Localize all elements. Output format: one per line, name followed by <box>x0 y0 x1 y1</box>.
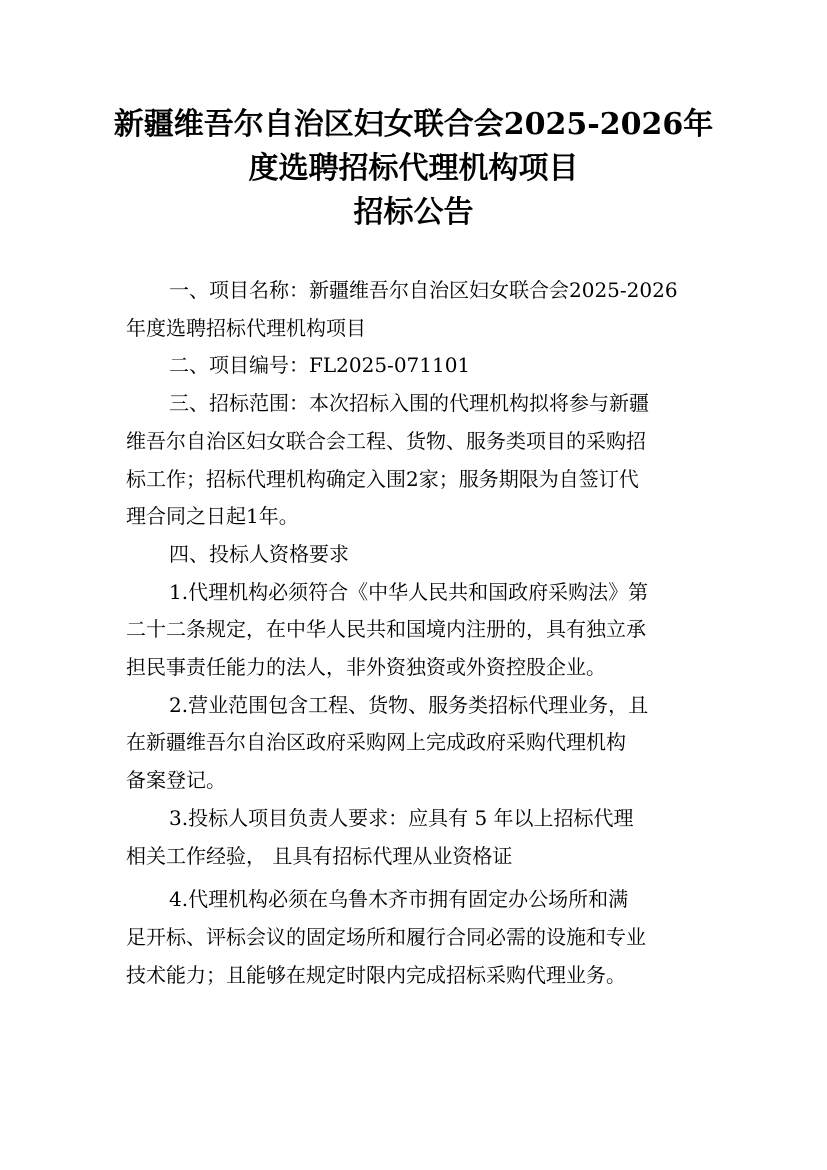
paragraph-line: 备案登记。 <box>126 768 226 793</box>
paragraph-line: 二、项目编号：FL2025-071101 <box>169 353 471 378</box>
title-line-3: 招标公告 <box>353 195 474 230</box>
section-qualifications <box>126 536 708 574</box>
paragraph-line: 标工作；招标代理机构确定入围2家；服务期限为自签订代 <box>126 466 639 491</box>
requirement-4 <box>126 881 708 994</box>
requirement-1 <box>126 574 708 687</box>
section-project-name <box>126 272 708 347</box>
paragraph-line: 一、项目名称：新疆维吾尔自治区妇女联合会2025-2026 <box>169 278 678 302</box>
section-heading: 四、投标人资格要求 <box>169 541 349 566</box>
section-scope <box>126 385 708 536</box>
paragraph-line: 1.代理机构必须符合《中华人民共和国政府采购法》第 <box>169 579 649 604</box>
paragraph-line: 3.投标人项目负责人要求：应具有 5 年以上招标代理 <box>169 805 634 830</box>
paragraph-line: 足开标、评标会议的固定场所和履行合同必需的设施和专业 <box>126 924 646 949</box>
paragraph-line: 年度选聘招标代理机构项目 <box>126 315 366 340</box>
requirement-2 <box>126 687 708 800</box>
paragraph-line: 三、招标范围：本次招标入围的代理机构拟将参与新疆 <box>169 391 649 416</box>
paragraph-line: 相关工作经验， 且具有招标代理从业资格证 <box>126 843 513 868</box>
requirement-3 <box>126 800 708 875</box>
title-line-1: 新疆维吾尔自治区妇女联合会2025-2026年 <box>113 107 714 142</box>
paragraph-line: 维吾尔自治区妇女联合会工程、货物、服务类项目的采购招 <box>126 428 646 453</box>
paragraph-line: 理合同之日起1年。 <box>126 504 299 529</box>
section-project-number <box>126 347 708 385</box>
paragraph-line: 2.营业范围包含工程、货物、服务类招标代理业务，且 <box>169 692 649 717</box>
paragraph-line: 技术能力；且能够在规定时限内完成招标采购代理业务。 <box>126 962 626 987</box>
title-line-2: 度选聘招标代理机构项目 <box>248 151 579 186</box>
document-body <box>126 272 708 994</box>
document-title <box>0 103 827 235</box>
paragraph-line: 4.代理机构必须在乌鲁木齐市拥有固定办公场所和满 <box>169 887 629 912</box>
paragraph-line: 二十二条规定，在中华人民共和国境内注册的，具有独立承 <box>126 617 646 642</box>
paragraph-line: 担民事责任能力的法人，非外资独资或外资控股企业。 <box>126 655 606 680</box>
paragraph-line: 在新疆维吾尔自治区政府采购网上完成政府采购代理机构 <box>126 730 626 755</box>
